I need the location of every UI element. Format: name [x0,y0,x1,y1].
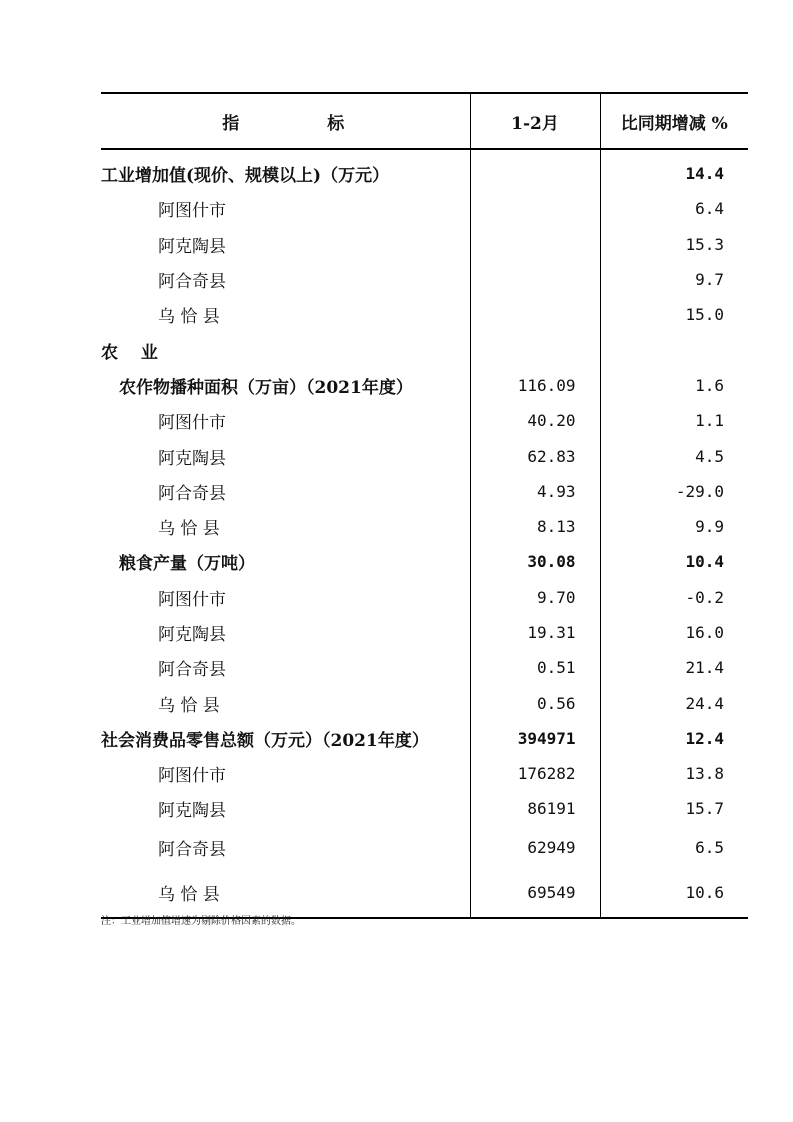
row-value: 394971 [470,721,600,756]
row-name: 农作物播种面积（万亩）（2021年度） [119,377,413,398]
row-change: 21.4 [600,650,748,685]
table-row [101,615,748,650]
row-value [470,149,600,191]
row-value [470,297,600,332]
row-value [470,227,600,262]
table-header-row [101,93,748,149]
row-value: 62949 [470,827,600,869]
row-name: 阿合奇县 [158,840,226,861]
footnote: 注：工业增加值增速为剔除价格因素的数据。 [101,916,301,927]
table-row [101,650,748,685]
table-row [101,403,748,438]
row-name: 阿合奇县 [158,660,226,681]
row-value: 30.08 [470,544,600,579]
table-row [101,262,748,297]
table-row [101,544,748,579]
row-name: 粮食产量（万吨） [119,554,255,575]
table-row [101,580,748,615]
table-row [101,721,748,756]
table-row [101,827,748,869]
row-change: 1.6 [600,368,748,403]
table-row [101,368,748,403]
row-value: 69549 [470,869,600,918]
table-row [101,227,748,262]
row-name: 农 业 [101,342,158,363]
table-row [101,509,748,544]
row-value: 9.70 [470,580,600,615]
row-name: 阿图什市 [158,413,226,434]
table-row [101,191,748,226]
table-row [101,791,748,826]
row-name: 阿图什市 [158,201,226,222]
header-period: 1-2月 [470,93,600,149]
row-change: 15.7 [600,791,748,826]
row-change: 24.4 [600,685,748,720]
row-name: 阿合奇县 [158,272,226,293]
row-change: 1.1 [600,403,748,438]
row-value: 116.09 [470,368,600,403]
row-change: 10.4 [600,544,748,579]
row-value: 176282 [470,756,600,791]
table-row [101,685,748,720]
row-value: 40.20 [470,403,600,438]
row-change: 15.3 [600,227,748,262]
row-name: 阿合奇县 [158,483,226,504]
row-value: 19.31 [470,615,600,650]
row-change [600,332,748,367]
row-change: -29.0 [600,474,748,509]
row-change: 6.4 [600,191,748,226]
row-value: 62.83 [470,438,600,473]
row-value: 0.51 [470,650,600,685]
row-change: 9.7 [600,262,748,297]
row-value: 4.93 [470,474,600,509]
row-name: 乌 恰 县 [158,695,220,716]
row-change: 13.8 [600,756,748,791]
row-change: 14.4 [600,149,748,191]
row-change: 12.4 [600,721,748,756]
header-indicator: 指 标 [101,93,470,149]
row-name: 阿图什市 [158,589,226,610]
table-row [101,474,748,509]
row-value: 8.13 [470,509,600,544]
row-value: 86191 [470,791,600,826]
table-row [101,438,748,473]
table-row [101,869,748,918]
row-change: 4.5 [600,438,748,473]
row-change: 9.9 [600,509,748,544]
row-change: 6.5 [600,827,748,869]
row-value [470,262,600,297]
row-name: 乌 恰 县 [158,519,220,540]
row-value [470,332,600,367]
row-value: 0.56 [470,685,600,720]
row-name: 阿克陶县 [158,801,226,822]
row-change: 15.0 [600,297,748,332]
statistics-table [101,92,748,919]
table-row [101,149,748,191]
row-name: 工业增加值(现价、规模以上)（万元） [101,166,390,187]
row-name: 阿克陶县 [158,448,226,469]
table-row [101,756,748,791]
row-name: 阿图什市 [158,766,226,787]
table-row [101,332,748,367]
header-change: 比同期增减 % [600,93,748,149]
row-value [470,191,600,226]
row-change: -0.2 [600,580,748,615]
row-name: 阿克陶县 [158,236,226,257]
row-name: 阿克陶县 [158,625,226,645]
row-name: 社会消费品零售总额（万元）（2021年度） [101,730,429,751]
table-row [101,297,748,332]
row-change: 10.6 [600,869,748,918]
row-name: 乌 恰 县 [101,869,470,918]
row-change: 16.0 [600,615,748,650]
statistics-table-container [101,92,748,919]
row-name: 乌 恰 县 [158,307,220,328]
